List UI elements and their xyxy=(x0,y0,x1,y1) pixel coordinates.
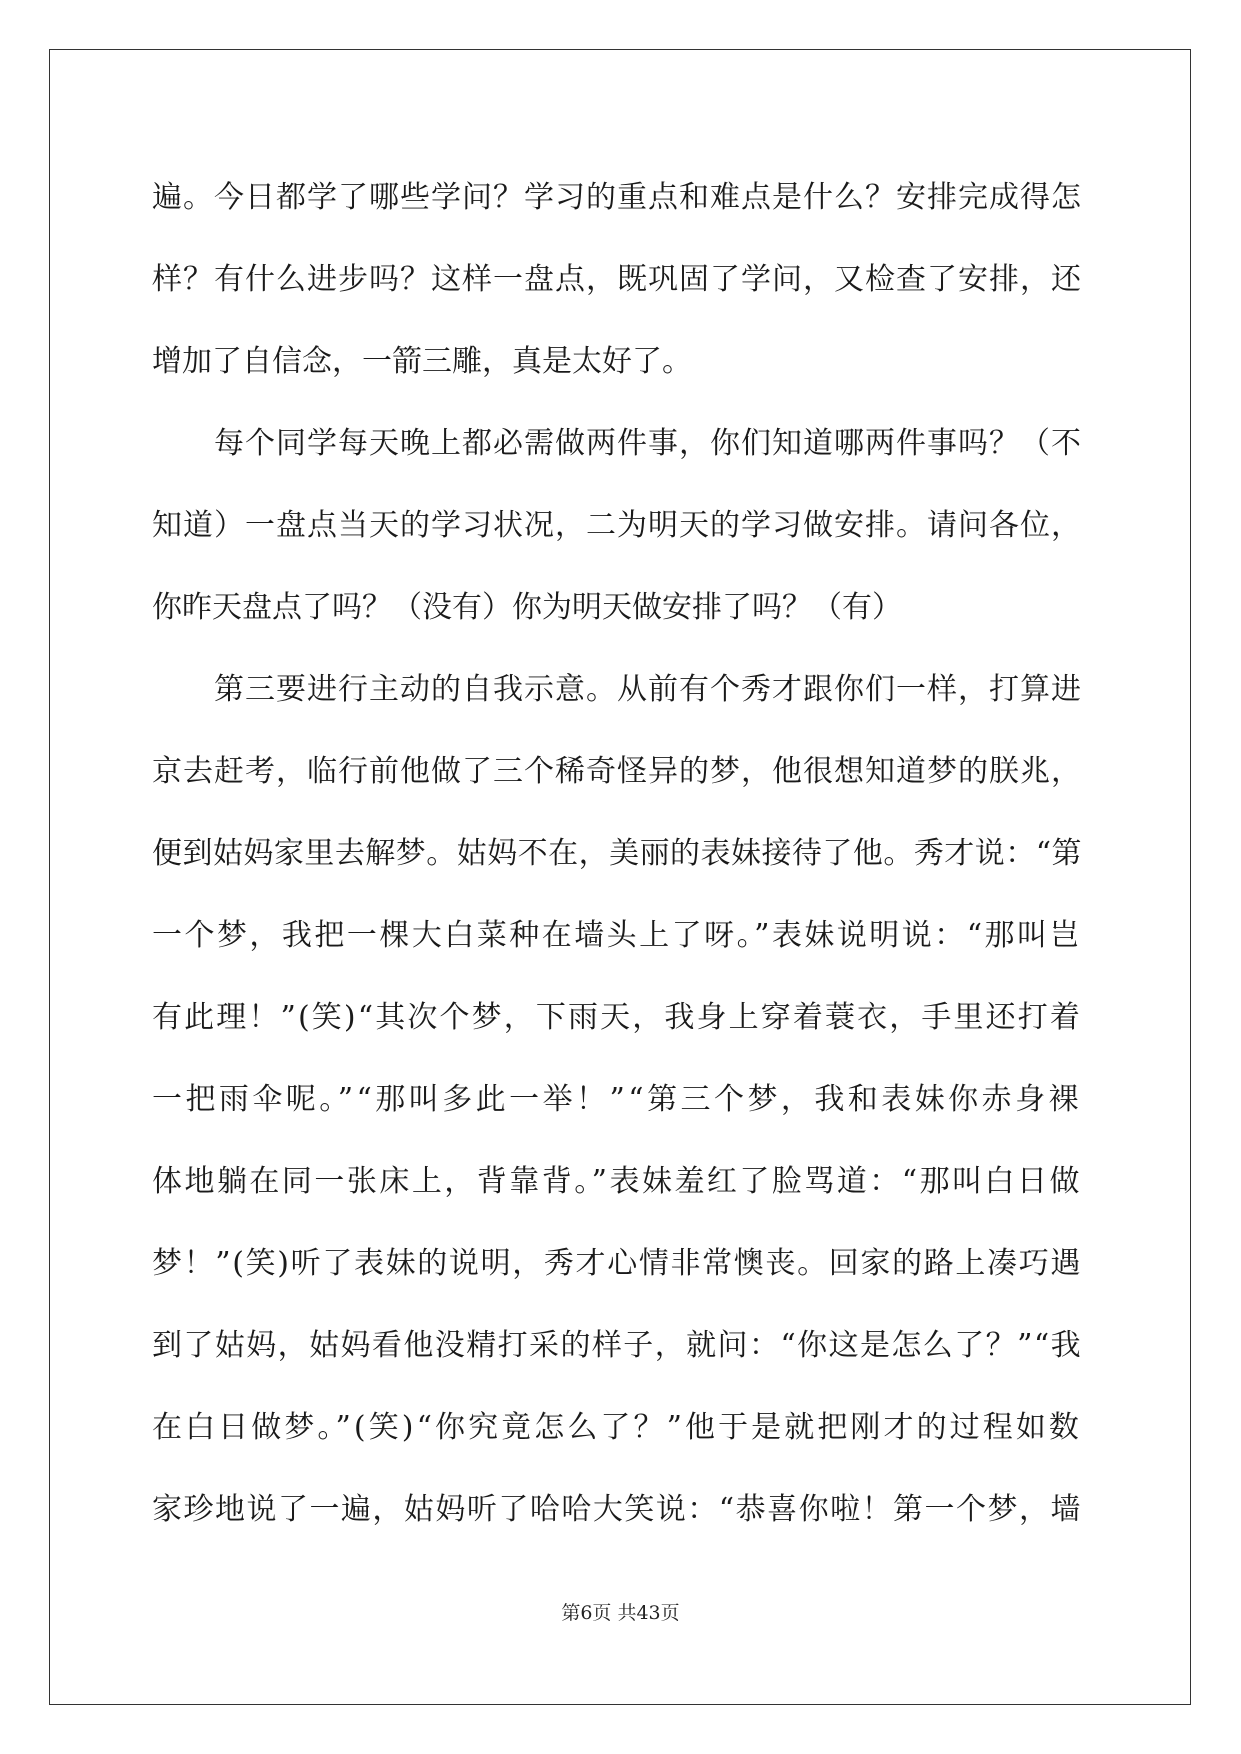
page-number-footer: 第6页 共43页 xyxy=(561,1602,680,1624)
text-line: 家珍地说了一遍，姑妈听了哈哈大笑说：“恭喜你啦！第一个梦，墙 xyxy=(152,1492,1082,1527)
document-body xyxy=(152,157,1082,1551)
text-line: 梦！”(笑)听了表妹的说明，秀才心情非常懊丧。回家的路上凑巧遇 xyxy=(152,1246,1082,1281)
text-line: 第三要进行主动的自我示意。从前有个秀才跟你们一样，打算进 xyxy=(214,672,1082,707)
text-line: 遍。今日都学了哪些学问？学习的重点和难点是什么？安排完成得怎 xyxy=(152,180,1082,215)
text-line: 到了姑妈，姑妈看他没精打采的样子，就问：“你这是怎么了？”“我 xyxy=(152,1328,1082,1363)
text-line: 每个同学每天晚上都必需做两件事，你们知道哪两件事吗？（不 xyxy=(214,426,1082,461)
text-line: 一个梦，我把一棵大白菜种在墙头上了呀。”表妹说明说：“那叫岂 xyxy=(152,918,1082,953)
text-line: 京去赶考，临行前他做了三个稀奇怪异的梦，他很想知道梦的朕兆， xyxy=(152,754,1082,789)
text-line: 增加了自信念，一箭三雕，真是太好了。 xyxy=(152,344,692,379)
text-line: 体地躺在同一张床上，背靠背。”表妹羞红了脸骂道：“那叫白日做 xyxy=(152,1164,1082,1199)
text-line: 一把雨伞呢。”“那叫多此一举！”“第三个梦，我和表妹你赤身裸 xyxy=(152,1082,1082,1117)
text-line: 知道）一盘点当天的学习状况，二为明天的学习做安排。请问各位， xyxy=(152,508,1082,543)
text-line: 在白日做梦。”(笑)“你究竟怎么了？”他于是就把刚才的过程如数 xyxy=(152,1410,1082,1445)
text-line: 样？有什么进步吗？这样一盘点，既巩固了学问，又检查了安排，还 xyxy=(152,262,1082,297)
text-line: 你昨天盘点了吗？（没有）你为明天做安排了吗？（有） xyxy=(152,590,902,625)
text-line: 有此理！”(笑)“其次个梦，下雨天，我身上穿着蓑衣，手里还打着 xyxy=(152,1000,1082,1035)
text-line: 便到姑妈家里去解梦。姑妈不在，美丽的表妹接待了他。秀才说：“第 xyxy=(152,836,1082,871)
